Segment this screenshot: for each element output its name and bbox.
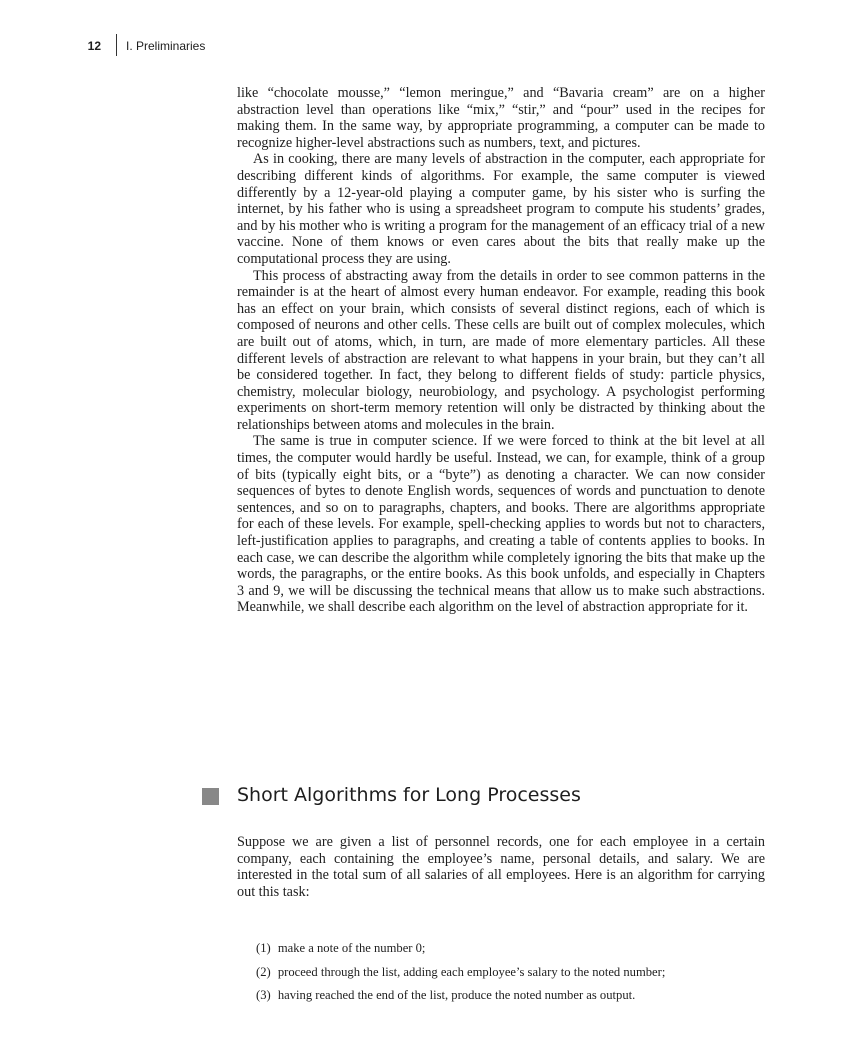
paragraph: like “chocolate mousse,” “lemon meringue,” and “Bavaria cream” are on a higher abstraction level than operations like “mix,” “stir,” and “pour” used in the recipes for making them. In the same way, by appropriate programming, a computer can be made to recognize higher-level abstractions such as numbers, text, and pictures. [237,85,765,151]
algorithm-step [256,964,665,988]
step-text: make a note of the number 0; [277,941,426,955]
step-text: having reached the end of the list, produce the noted number as output. [277,988,636,1002]
body-text [237,85,765,616]
step-text: proceed through the list, adding each employee’s salary to the noted number; [277,964,666,979]
step-number: (1) [256,941,271,955]
step-number: (2) [256,964,271,979]
heading-square-marker [202,788,219,805]
paragraph: The same is true in computer science. If we were forced to think at the bit level at all times, the computer would hardly be useful. Instead, we can, for example, think of a group of bits (typically eight bits, or a “byte”) as denoting a character. We can now consider sequences of bytes to denote English words, sequences of words and punctuation to denote sentences, and so on to paragraphs, chapters, and books. There are algorithms appropriate for each of these levels. For example, spell-checking applies to words but not to characters, left-justification applies to paragraphs, and creating a table of contents applies to books. In each case, we can describe the algorithm while completely ignoring the bits that make up the words, the paragraphs, or the entire books. As this book unfolds, and especially in Chapters 3 and 9, we will be discussing the technical means that allow us to make such abstractions. Meanwhile, we shall describe each algorithm on the level of abstraction appropriate for it. [237,433,765,616]
paragraph: This process of abstracting away from the details in order to see common patterns in the remainder is at the heart of almost every human endeavor. For example, reading this book has an effect on your brain, which consists of several distinct regions, each of which is composed of neurons and other cells. These cells are built out of complex molecules, which are built out of atoms, which, in turn, are made of more elementary particles. All these different levels of abstraction are relevant to what happens in your brain, but they can’t all be considered together. In fact, they belong to different fields of study: particle physics, chemistry, molecular biology, neurobiology, and psychology. A psychologist performing experiments on short-term memory retention will only be distracted by thinking about the relationships between atoms and molecules in the brain. [237,267,765,433]
running-head-section-label: I. Preliminaries [126,39,206,53]
section-intro [237,834,765,900]
algorithm-step [256,940,665,964]
step-number: (3) [256,988,271,1002]
paragraph: As in cooking, there are many levels of abstraction in the computer, each appropriate for describing different kinds of algorithms. For example, the same computer is viewed differently by a 12-year-old playing a computer game, by his sister who is surfing the internet, by his father who is using a spreadsheet program to compute his students’ grades, and by his mother who is writing a program for the management of an efficacy trial of a new vaccine. None of them knows or even cares about the bits that really make up the computational process they are using. [237,151,765,267]
paragraph: Suppose we are given a list of personnel records, one for each employee in a certain company, each containing the employee’s name, personal details, and salary. We are interested in the total sum of all salaries of all employees. Here is an algorithm for carrying out this task: [237,834,765,900]
header-divider [116,34,117,56]
algorithm-step [256,987,665,1011]
algorithm-steps [256,940,665,1011]
running-head [0,37,852,57]
page-number: 12 [87,39,101,53]
section-heading-text: Short Algorithms for Long Processes [237,784,581,806]
section-heading [202,786,802,812]
